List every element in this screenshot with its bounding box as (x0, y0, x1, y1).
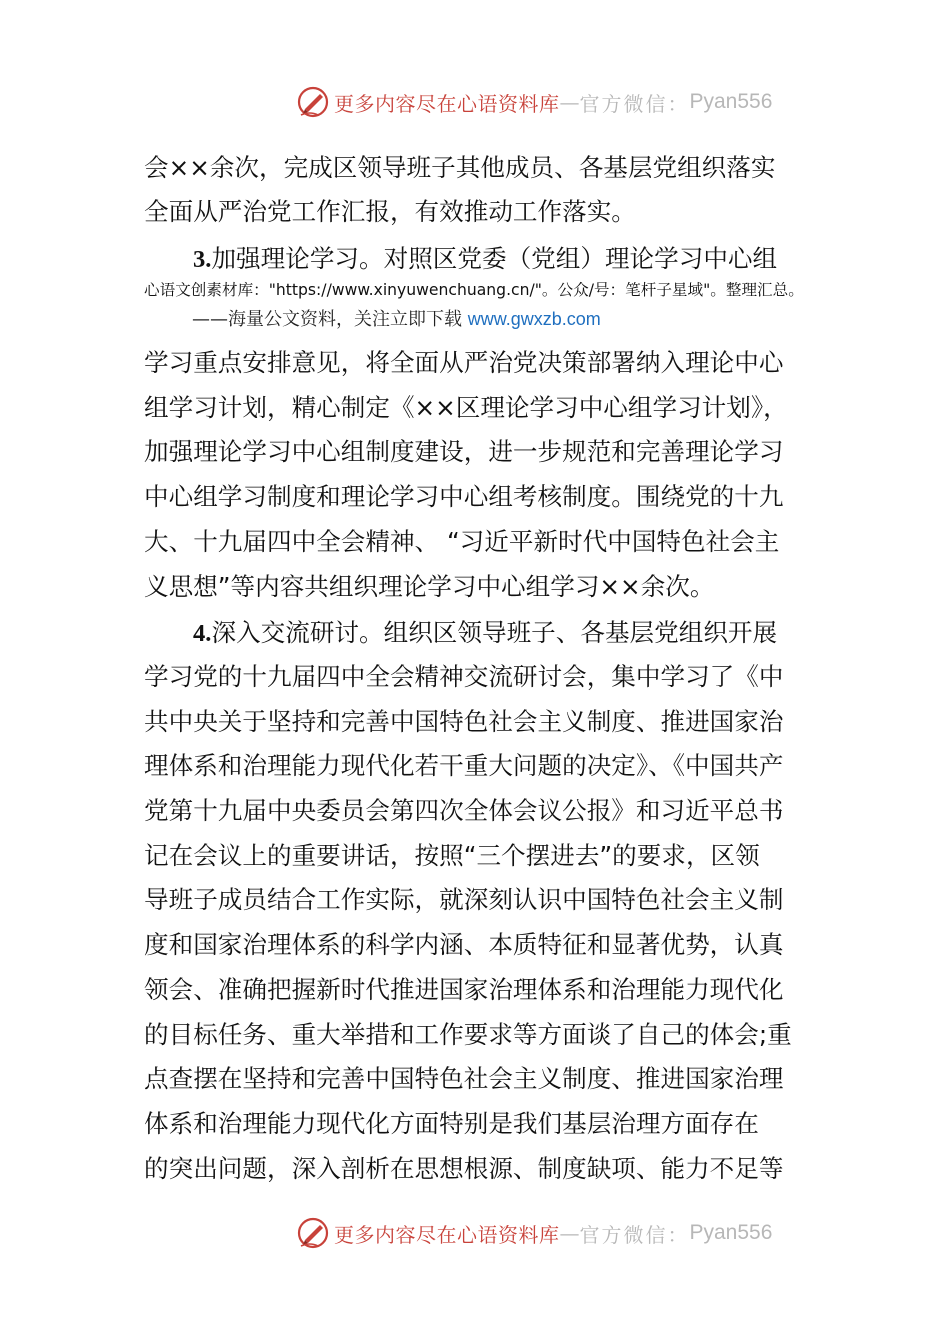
download-text: ——海量公文资料，关注立即下载 (192, 309, 468, 330)
item-4-number: 4. (193, 620, 212, 647)
banner-separator: — (559, 1221, 580, 1245)
body-line: 加强理论学习中心组制度建设，进一步规范和完善理论学习 (144, 437, 784, 466)
body-line: 领会、准确把握新时代推进国家治理体系和治理能力现代化 (144, 975, 784, 1004)
banner-text: 更多内容尽在心语资料库 (334, 91, 560, 116)
body-line: 学习重点安排意见，将全面从严治党决策部署纳入理论中心 (144, 348, 784, 377)
body-line: 的突出问题，深入剖析在思想根源、制度缺项、能力不足等 (144, 1154, 784, 1183)
body-line: 学习党的十九届四中全会精神交流研讨会，集中学习了《中 (144, 662, 784, 691)
body-line: 会××余次，完成区领导班子其他成员、各基层党组织落实 (144, 153, 776, 182)
body-line: 点查摆在坚持和完善中国特色社会主义制度、推进国家治理 (144, 1064, 784, 1093)
download-link[interactable]: www.gwxzb.com (467, 309, 601, 329)
pen-seal-logo-icon (296, 85, 330, 119)
body-line: 大、十九届四中全会精神、 “习近平新时代中国特色社会主 (144, 527, 780, 556)
banner-wechat-id: Pyan556 (689, 1221, 773, 1244)
header-banner (296, 82, 772, 122)
banner-separator: — (559, 90, 580, 114)
banner-text: 更多内容尽在心语资料库 (334, 1222, 560, 1247)
body-line: 理体系和治理能力现代化若干重大问题的决定》、《中国共产 (144, 751, 784, 780)
body-line: 组学习计划，精心制定《××区理论学习中心组学习计划》， (144, 393, 788, 422)
item-4-heading (193, 618, 777, 649)
banner-wechat-id: Pyan556 (689, 90, 773, 113)
banner-wechat-label: 官方微信： (579, 1222, 690, 1247)
download-line (192, 307, 601, 332)
source-note: 心语文创素材库："https://www.xinyuwenchuang.cn/"。公众/号：笔杆子星域"。整理汇总。 (144, 281, 804, 299)
footer-banner (296, 1213, 772, 1253)
body-line: 体系和治理能力现代化方面特别是我们基层治理方面存在 (144, 1109, 759, 1138)
item-3-text: 加强理论学习。对照区党委（党组）理论学习中心组 (211, 244, 778, 273)
item-3-heading (193, 244, 777, 275)
body-line: 全面从严治党工作汇报，有效推动工作落实。 (144, 197, 636, 226)
banner-wechat-label: 官方微信： (579, 91, 690, 116)
item-4-text: 深入交流研讨。组织区领导班子、各基层党组织开展 (211, 618, 778, 647)
body-line: 导班子成员结合工作实际，就深刻认识中国特色社会主义制 (144, 885, 784, 914)
body-line: 中心组学习制度和理论学习中心组考核制度。围绕党的十九 (144, 482, 784, 511)
pen-seal-logo-icon (296, 1216, 330, 1250)
body-line: 党第十九届中央委员会第四次全体会议公报》和习近平总书 (144, 796, 784, 825)
body-line: 记在会议上的重要讲话，按照“三个摆进去”的要求，区领 (144, 841, 760, 870)
body-line: 度和国家治理体系的科学内涵、本质特征和显著优势，认真 (144, 930, 784, 959)
body-line: 的目标任务、重大举措和工作要求等方面谈了自己的体会;重 (144, 1020, 792, 1049)
body-line: 义思想”等内容共组织理论学习中心组学习××余次。 (144, 572, 715, 601)
item-3-number: 3. (193, 246, 212, 273)
body-line: 共中央关于坚持和完善中国特色社会主义制度、推进国家治 (144, 707, 784, 736)
